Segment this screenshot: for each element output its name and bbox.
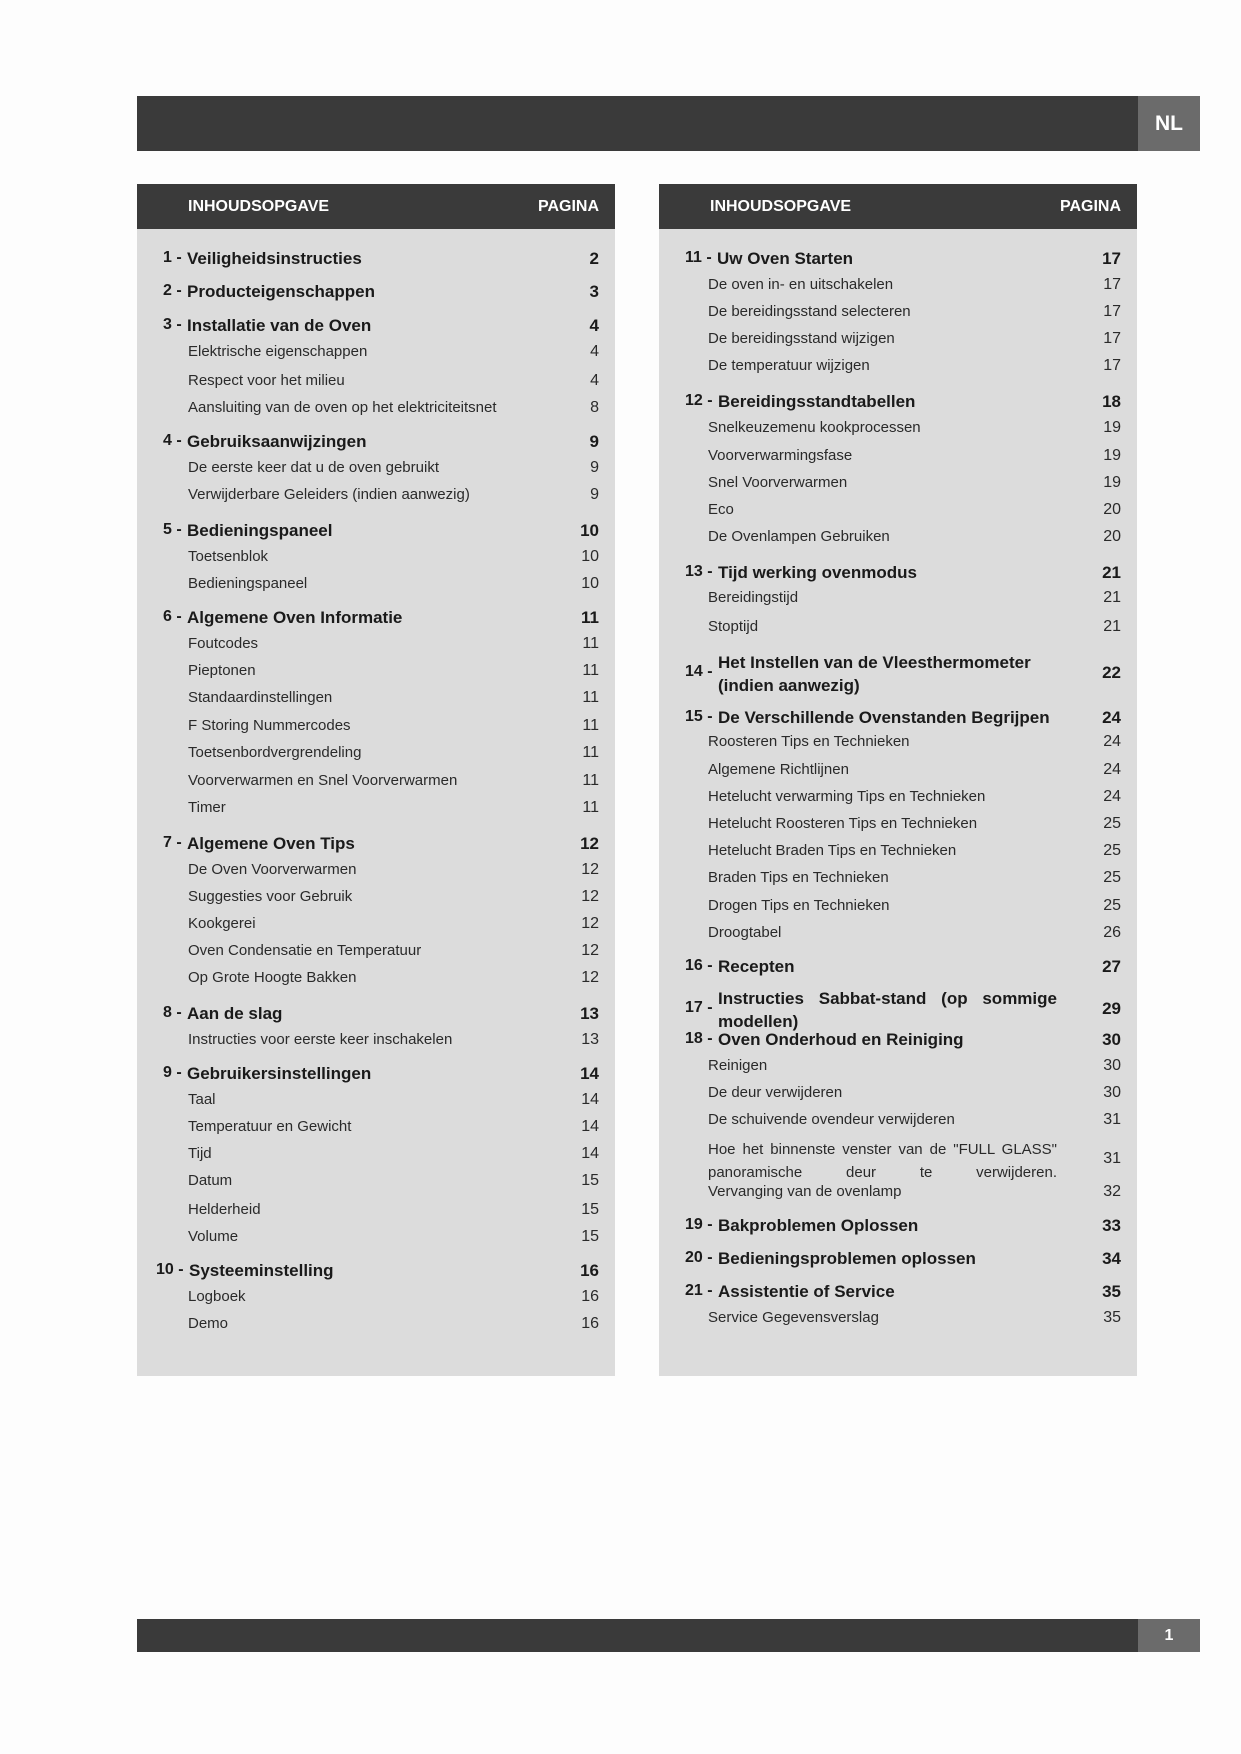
toc-entry-number: 19 - <box>685 1216 713 1233</box>
toc-entry[interactable] <box>659 1282 1137 1306</box>
toc-entry[interactable] <box>137 521 615 545</box>
toc-page-number: 11 <box>582 662 599 679</box>
toc-entry[interactable] <box>659 897 1137 921</box>
toc-subsection-label: Toetsenbordvergrendeling <box>188 744 362 761</box>
toc-entry[interactable] <box>137 372 615 396</box>
toc-page-number: 11 <box>582 635 599 652</box>
toc-subsection-label: Logboek <box>188 1288 246 1305</box>
toc-page-number: 30 <box>1103 1084 1121 1101</box>
toc-entry[interactable] <box>137 486 615 510</box>
toc-entry[interactable] <box>659 1249 1137 1273</box>
toc-page-number: 4 <box>590 343 599 360</box>
toc-entry[interactable] <box>137 1118 615 1142</box>
toc-entry-number: 1 - <box>163 249 182 266</box>
toc-subsection-label: Bedieningspaneel <box>188 575 308 592</box>
toc-page-number: 11 <box>582 717 599 734</box>
toc-page-number: 9 <box>589 432 599 451</box>
toc-entry-number: 4 - <box>163 432 182 449</box>
toc-subsection-label: Eco <box>708 501 734 518</box>
toc-entry-number: 18 - <box>685 1030 713 1047</box>
toc-subsection-label: Volume <box>188 1228 239 1245</box>
toc-entry[interactable] <box>659 733 1137 757</box>
toc-entry-number: 16 - <box>685 957 713 974</box>
toc-subsection-label: Helderheid <box>188 1201 261 1218</box>
toc-entry[interactable] <box>137 608 615 632</box>
toc-subsection-label: Foutcodes <box>188 635 259 652</box>
toc-page-number: 3 <box>589 282 599 301</box>
toc-subsection-label: Verwijderbare Geleiders (indien aanwezig) <box>188 486 470 503</box>
toc-page-number: 10 <box>581 548 599 565</box>
toc-page-number: 24 <box>1102 708 1121 727</box>
toc-page-number: 10 <box>581 575 599 592</box>
toc-subsection-label: Braden Tips en Technieken <box>708 869 889 886</box>
toc-entry-number: 8 - <box>163 1004 182 1021</box>
toc-page-number: 21 <box>1102 563 1121 582</box>
toc-subsection-label: Tijd <box>188 1145 212 1162</box>
toc-entry[interactable] <box>659 618 1137 642</box>
toc-page-label: PAGINA <box>537 198 599 215</box>
toc-page-number: 14 <box>580 1064 599 1083</box>
toc-entry[interactable] <box>137 432 615 456</box>
toc-section-label: Gebruikersinstellingen <box>187 1064 372 1083</box>
toc-subsection-label: Snel Voorverwarmen <box>708 474 848 491</box>
language-tab: NL <box>1138 96 1200 151</box>
toc-entry[interactable] <box>137 915 615 939</box>
toc-entry[interactable] <box>137 1091 615 1115</box>
toc-subsection-label: Pieptonen <box>188 662 256 679</box>
toc-page-number: 13 <box>580 1004 599 1023</box>
toc-section-label: Instructies Sabbat-stand (op sommige modellen) <box>718 989 1057 1031</box>
toc-page-number: 26 <box>1103 924 1121 941</box>
toc-entry[interactable] <box>659 419 1137 443</box>
toc-page-number: 17 <box>1103 276 1121 293</box>
toc-page-number: 11 <box>582 744 599 761</box>
toc-entry-number: 6 - <box>163 608 182 625</box>
toc-page-number: 27 <box>1102 957 1121 976</box>
toc-entry[interactable] <box>137 1004 615 1028</box>
toc-subsection-label: Toetsenblok <box>188 548 269 565</box>
toc-panel-right <box>659 184 1137 1376</box>
toc-entry[interactable] <box>137 662 615 686</box>
toc-page-number: 31 <box>1103 1150 1121 1167</box>
toc-entry[interactable] <box>659 842 1137 866</box>
toc-subsection-label: Respect voor het milieu <box>188 372 345 389</box>
toc-entry[interactable] <box>137 1261 615 1285</box>
toc-page-number: 11 <box>582 799 599 816</box>
toc-page-number: 17 <box>1102 249 1121 268</box>
toc-entry[interactable] <box>659 563 1137 587</box>
toc-page-number: 9 <box>590 459 599 476</box>
toc-entry[interactable] <box>137 575 615 599</box>
toc-page-number: 12 <box>581 861 599 878</box>
toc-entry[interactable] <box>659 501 1137 525</box>
toc-page-number: 17 <box>1103 357 1121 374</box>
toc-entry[interactable] <box>659 447 1137 471</box>
toc-subsection-label: De eerste keer dat u de oven gebruikt <box>188 459 439 476</box>
toc-page-number: 24 <box>1103 761 1121 778</box>
toc-page-number: 25 <box>1103 869 1121 886</box>
toc-section-label: Installatie van de Oven <box>187 316 372 335</box>
toc-entry[interactable] <box>137 282 615 306</box>
toc-entry[interactable] <box>659 330 1137 354</box>
toc-entry[interactable] <box>659 1084 1137 1108</box>
toc-entry[interactable] <box>659 392 1137 416</box>
toc-subsection-label: Instructies voor eerste keer inschakelen <box>188 1031 453 1048</box>
toc-page-number: 13 <box>581 1031 599 1048</box>
toc-page-number: 33 <box>1102 1216 1121 1235</box>
toc-section-label: Bedieningspaneel <box>187 521 333 540</box>
toc-page-number: 19 <box>1103 419 1121 436</box>
toc-page-number: 17 <box>1103 303 1121 320</box>
toc-subsection-label: De oven in- en uitschakelen <box>708 276 894 293</box>
toc-entry[interactable] <box>659 987 1137 1033</box>
toc-entry[interactable] <box>137 399 615 423</box>
toc-page-number: 19 <box>1103 447 1121 464</box>
toc-entry[interactable] <box>137 1064 615 1088</box>
toc-page-number: 25 <box>1103 842 1121 859</box>
header-bar <box>137 96 1138 151</box>
toc-entry[interactable] <box>137 1228 615 1252</box>
toc-entry[interactable] <box>137 888 615 912</box>
toc-entry[interactable] <box>137 834 615 858</box>
toc-page-number: 25 <box>1103 815 1121 832</box>
toc-section-label: Bakproblemen Oplossen <box>718 1216 919 1235</box>
toc-page-number: 9 <box>590 486 599 503</box>
toc-header-left <box>137 184 615 229</box>
toc-page-number: 24 <box>1103 733 1121 750</box>
toc-entry-number: 7 - <box>163 834 182 851</box>
toc-entry[interactable] <box>659 474 1137 498</box>
toc-section-label: De Verschillende Ovenstanden Begrijpen <box>718 708 1050 727</box>
toc-subsection-label: Oven Condensatie en Temperatuur <box>188 942 422 959</box>
toc-section-label: Algemene Oven Tips <box>187 834 355 853</box>
toc-subsection-label: Hetelucht Braden Tips en Technieken <box>708 842 957 859</box>
toc-entry[interactable] <box>137 316 615 340</box>
toc-entry[interactable] <box>137 1201 615 1225</box>
toc-entry[interactable] <box>137 343 615 367</box>
toc-entry-number: 21 - <box>685 1282 713 1299</box>
toc-subsection-label: Hetelucht Roosteren Tips en Technieken <box>708 815 978 832</box>
toc-entry[interactable] <box>137 717 615 741</box>
toc-entry[interactable] <box>659 651 1137 697</box>
toc-title: INHOUDSOPGAVE <box>710 198 852 215</box>
toc-section-label: Veiligheidsinstructies <box>187 249 362 268</box>
toc-entry-number: 12 - <box>685 392 713 409</box>
toc-page-label: PAGINA <box>1059 198 1121 215</box>
toc-entry-number: 15 - <box>685 708 713 725</box>
toc-page-number: 12 <box>581 888 599 905</box>
footer-bar <box>137 1619 1138 1652</box>
toc-section-label: Tijd werking ovenmodus <box>718 563 917 582</box>
toc-entry[interactable] <box>137 772 615 796</box>
toc-subsection-label: Roosteren Tips en Technieken <box>708 733 910 750</box>
toc-page-number: 14 <box>581 1145 599 1162</box>
toc-page-number: 35 <box>1102 1282 1121 1301</box>
toc-section-label: Oven Onderhoud en Reiniging <box>718 1030 964 1049</box>
toc-page-number: 24 <box>1103 788 1121 805</box>
toc-subsection-label: Algemene Richtlijnen <box>708 761 849 778</box>
toc-page-number: 4 <box>589 316 599 335</box>
page-number: 1 <box>1138 1619 1200 1652</box>
toc-entry[interactable] <box>137 942 615 966</box>
toc-page-number: 30 <box>1102 1030 1121 1049</box>
toc-subsection-label: De schuivende ovendeur verwijderen <box>708 1111 955 1128</box>
toc-entry-number: 20 - <box>685 1249 713 1266</box>
toc-entry[interactable] <box>659 924 1137 948</box>
toc-page-number: 34 <box>1102 1249 1121 1268</box>
toc-page-number: 16 <box>581 1315 599 1332</box>
toc-section-label: Systeeminstelling <box>189 1261 334 1280</box>
toc-entry[interactable] <box>659 788 1137 812</box>
toc-section-label: Recepten <box>718 957 795 976</box>
toc-page-number: 32 <box>1103 1183 1121 1200</box>
toc-entry[interactable] <box>659 249 1137 273</box>
toc-entry[interactable] <box>659 957 1137 981</box>
toc-subsection-label: Kookgerei <box>188 915 256 932</box>
toc-page-number: 30 <box>1103 1057 1121 1074</box>
toc-page-number: 14 <box>581 1118 599 1135</box>
toc-page-number: 8 <box>590 399 599 416</box>
toc-entry-number: 14 - <box>685 663 713 680</box>
toc-subsection-label: Stoptijd <box>708 618 759 635</box>
toc-page-number: 21 <box>1103 618 1121 635</box>
toc-section-label: Uw Oven Starten <box>717 249 854 268</box>
toc-subsection-label: Droogtabel <box>708 924 782 941</box>
toc-subsection-label: Snelkeuzemenu kookprocessen <box>708 419 921 436</box>
toc-subsection-label: F Storing Nummercodes <box>188 717 351 734</box>
toc-page-number: 19 <box>1103 474 1121 491</box>
toc-page-number: 10 <box>580 521 599 540</box>
toc-page-number: 15 <box>581 1172 599 1189</box>
toc-section-label: Aan de slag <box>187 1004 283 1023</box>
toc-subsection-label: De deur verwijderen <box>708 1084 843 1101</box>
toc-section-label: Het Instellen van de Vleesthermometer (indien aanwezig) <box>718 653 1031 695</box>
toc-page-number: 16 <box>580 1261 599 1280</box>
toc-page-number: 12 <box>581 969 599 986</box>
toc-entry-number: 2 - <box>163 282 182 299</box>
toc-entry-number: 17 - <box>685 999 713 1016</box>
toc-subsection-label: Drogen Tips en Technieken <box>708 897 890 914</box>
toc-entry[interactable] <box>137 249 615 273</box>
toc-subsection-label: Service Gegevensverslag <box>708 1309 879 1326</box>
toc-page-number: 11 <box>581 608 599 627</box>
toc-subsection-label: Vervanging van de ovenlamp <box>708 1183 902 1200</box>
toc-subsection-label: Temperatuur en Gewicht <box>188 1118 352 1135</box>
toc-entry[interactable] <box>137 459 615 483</box>
toc-entry[interactable] <box>659 1216 1137 1240</box>
toc-entry[interactable] <box>659 357 1137 381</box>
toc-entry[interactable] <box>137 548 615 572</box>
toc-entry[interactable] <box>137 861 615 885</box>
toc-entry[interactable] <box>659 761 1137 785</box>
toc-subsection-label: Hetelucht verwarming Tips en Technieken <box>708 788 986 805</box>
toc-section-label: Bereidingsstandtabellen <box>718 392 916 411</box>
toc-section-label: Gebruiksaanwijzingen <box>187 432 367 451</box>
toc-entry[interactable] <box>659 303 1137 327</box>
toc-subsection-label: Hoe het binnenste venster van de "FULL GLASS" panoramische deur te verwijderen. <box>708 1141 1057 1181</box>
toc-page-number: 11 <box>582 689 599 706</box>
toc-subsection-label: Aansluiting van de oven op het elektriciteitsnet <box>188 399 497 416</box>
toc-entry[interactable] <box>137 1031 615 1055</box>
toc-page-number: 20 <box>1103 528 1121 545</box>
toc-entry[interactable] <box>659 1183 1137 1207</box>
toc-page-number: 22 <box>1102 663 1121 682</box>
toc-page-number: 16 <box>581 1288 599 1305</box>
toc-entry[interactable] <box>659 1111 1137 1135</box>
toc-entry[interactable] <box>659 815 1137 839</box>
toc-subsection-label: Suggesties voor Gebruik <box>188 888 353 905</box>
toc-page-number: 35 <box>1103 1309 1121 1326</box>
toc-entry[interactable] <box>659 528 1137 552</box>
toc-entry[interactable] <box>137 1145 615 1169</box>
toc-subsection-label: De temperatuur wijzigen <box>708 357 870 374</box>
toc-subsection-label: Timer <box>188 799 226 816</box>
toc-subsection-label: Op Grote Hoogte Bakken <box>188 969 357 986</box>
toc-subsection-label: Bereidingstijd <box>708 589 799 606</box>
toc-page-number: 15 <box>581 1201 599 1218</box>
toc-subsection-label: Standaardinstellingen <box>188 689 333 706</box>
toc-entry[interactable] <box>137 1288 615 1312</box>
toc-subsection-label: Voorverwarmen en Snel Voorverwarmen <box>188 772 458 789</box>
toc-entry[interactable] <box>137 635 615 659</box>
toc-page-number: 14 <box>581 1091 599 1108</box>
toc-subsection-label: De bereidingsstand wijzigen <box>708 330 895 347</box>
toc-entry-number: 13 - <box>685 563 713 580</box>
toc-page-number: 31 <box>1103 1111 1121 1128</box>
toc-entry[interactable] <box>137 689 615 713</box>
toc-header-right <box>659 184 1137 229</box>
toc-page-number: 2 <box>589 249 599 268</box>
toc-entry[interactable] <box>659 276 1137 300</box>
toc-entry[interactable] <box>659 1057 1137 1081</box>
toc-subsection-label: Demo <box>188 1315 229 1332</box>
toc-section-label: Algemene Oven Informatie <box>187 608 403 627</box>
toc-entry[interactable] <box>137 969 615 993</box>
toc-subsection-label: Elektrische eigenschappen <box>188 343 368 360</box>
toc-page-number: 17 <box>1103 330 1121 347</box>
toc-entry[interactable] <box>659 1030 1137 1054</box>
toc-page-number: 29 <box>1102 999 1121 1018</box>
toc-subsection-label: Voorverwarmingsfase <box>708 447 853 464</box>
toc-subsection-label: Datum <box>188 1172 233 1189</box>
toc-subsection-label: De Oven Voorverwarmen <box>188 861 357 878</box>
toc-page-number: 12 <box>580 834 599 853</box>
toc-title: INHOUDSOPGAVE <box>188 198 330 215</box>
toc-page-number: 12 <box>581 942 599 959</box>
toc-entry-number: 10 - <box>156 1261 184 1278</box>
toc-page-number: 15 <box>581 1228 599 1245</box>
toc-subsection-label: De bereidingsstand selecteren <box>708 303 911 320</box>
toc-subsection-label: De Ovenlampen Gebruiken <box>708 528 890 545</box>
toc-entry-number: 5 - <box>163 521 182 538</box>
toc-page-number: 18 <box>1102 392 1121 411</box>
toc-entry[interactable] <box>137 1172 615 1196</box>
toc-page-number: 11 <box>582 772 599 789</box>
toc-entry[interactable] <box>659 708 1137 732</box>
toc-page-number: 12 <box>581 915 599 932</box>
toc-section-label: Assistentie of Service <box>718 1282 895 1301</box>
toc-entry[interactable] <box>137 799 615 823</box>
toc-entry-number: 3 - <box>163 316 182 333</box>
toc-subsection-label: Taal <box>188 1091 216 1108</box>
toc-subsection-label: Reinigen <box>708 1057 768 1074</box>
toc-section-label: Producteigenschappen <box>187 282 375 301</box>
toc-panel-left <box>137 184 615 1376</box>
toc-entry-number: 9 - <box>163 1064 182 1081</box>
toc-entry[interactable] <box>659 869 1137 893</box>
toc-entry[interactable] <box>137 744 615 768</box>
toc-entry[interactable] <box>659 1138 1137 1184</box>
toc-page-number: 4 <box>590 372 599 389</box>
toc-page-number: 21 <box>1103 589 1121 606</box>
toc-entry[interactable] <box>137 1315 615 1339</box>
toc-page-number: 20 <box>1103 501 1121 518</box>
toc-entry[interactable] <box>659 1309 1137 1333</box>
toc-section-label: Bedieningsproblemen oplossen <box>718 1249 976 1268</box>
toc-entry[interactable] <box>659 589 1137 613</box>
toc-entry-number: 11 - <box>685 249 712 266</box>
toc-page-number: 25 <box>1103 897 1121 914</box>
